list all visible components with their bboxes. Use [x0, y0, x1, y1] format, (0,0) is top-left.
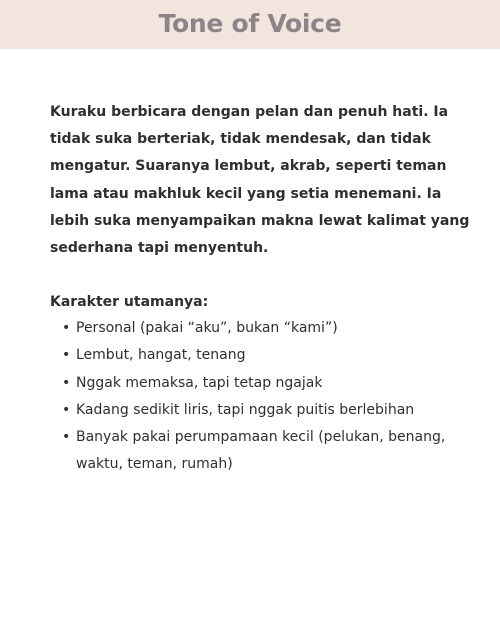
- list-item: [50, 342, 470, 369]
- list-item: [50, 315, 470, 342]
- list-item-text: Personal (pakai “aku”, bukan “kami”): [76, 320, 338, 337]
- bullet-icon: •: [62, 401, 71, 418]
- bullet-icon: •: [62, 429, 71, 446]
- page-title: Tone of Voice: [158, 9, 342, 38]
- list-item-text: Banyak pakai perumpamaan kecil (pelukan, benang, waktu, teman, rumah): [76, 429, 446, 473]
- list-item-text: Kadang sedikit liris, tapi nggak puitis berlebihan: [76, 401, 415, 418]
- list-item: [50, 370, 470, 397]
- traits-heading: Karakter utamanya:: [50, 294, 209, 311]
- content-area: [50, 99, 470, 478]
- bullet-icon: •: [62, 374, 71, 391]
- list-item: [50, 397, 470, 424]
- traits-list: [50, 315, 470, 478]
- list-item-text: Lembut, hangat, tenang: [76, 347, 246, 364]
- bullet-icon: •: [62, 347, 71, 364]
- list-item: [50, 424, 470, 478]
- bullet-icon: •: [62, 320, 71, 337]
- intro-paragraph: Kuraku berbicara dengan pelan dan penuh hati. Ia tidak suka berteriak, tidak mendesak, dan tidak mengatur. Suaranya lembut, akrab, seperti teman lama atau makhluk kecil yang setia menemani. Ia lebih suka menyampaikan makna lewat kalimat yang sederhana tapi menyentuh.: [50, 104, 470, 257]
- header-bar: [0, 0, 500, 49]
- list-item-text: Nggak memaksa, tapi tetap ngajak: [76, 374, 323, 391]
